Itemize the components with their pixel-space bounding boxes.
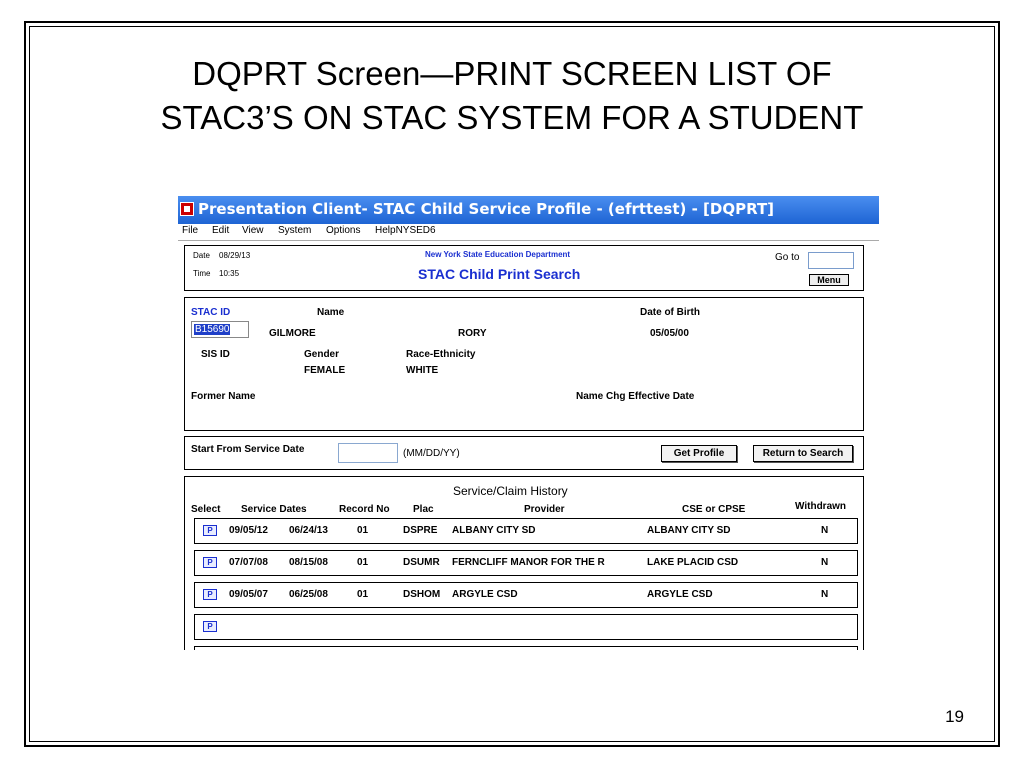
menu-view[interactable]: View <box>242 225 264 236</box>
menu-edit[interactable]: Edit <box>212 225 230 236</box>
start-date-input[interactable] <box>338 443 398 463</box>
slide-title-line-2: STAC3’S ON STAC SYSTEM FOR A STUDENT <box>160 99 864 136</box>
slide-number: 19 <box>945 707 964 726</box>
row-start-date: 09/05/07 <box>229 589 268 600</box>
time-label: Time <box>193 269 211 278</box>
row-cse: LAKE PLACID CSD <box>647 557 739 568</box>
menu-system[interactable]: System <box>278 225 312 236</box>
row-record-no: 01 <box>357 589 369 600</box>
col-record-no: Record No <box>339 504 390 515</box>
slide-title-line-1: DQPRT Screen—PRINT SCREEN LIST OF <box>192 55 832 92</box>
row-provider: ARGYLE CSD <box>452 589 518 600</box>
row-plac: DSUMR <box>403 557 440 568</box>
gender-value: FEMALE <box>304 365 346 376</box>
col-service-dates: Service Dates <box>241 504 307 515</box>
row-provider: ALBANY CITY SD <box>452 525 536 536</box>
menu-help[interactable]: HelpNYSED6 <box>375 225 436 236</box>
history-title: Service/Claim History <box>453 484 568 498</box>
row-record-no: 01 <box>357 525 369 536</box>
menu-options[interactable]: Options <box>326 225 361 236</box>
table-row-empty[interactable] <box>194 614 858 640</box>
stac-id-label: STAC ID <box>191 307 231 318</box>
menu-divider <box>178 240 879 241</box>
time-value: 10:35 <box>219 269 240 278</box>
gender-label: Gender <box>304 349 340 360</box>
dob-value: 05/05/00 <box>650 328 689 339</box>
last-name-value: GILMORE <box>269 328 316 339</box>
table-row[interactable] <box>194 582 858 608</box>
row-end-date: 08/15/08 <box>289 557 328 568</box>
row-provider: FERNCLIFF MANOR FOR THE R <box>452 557 605 568</box>
col-select: Select <box>191 504 221 515</box>
row-withdrawn: N <box>821 525 829 536</box>
menu-file[interactable]: File <box>182 225 199 236</box>
name-chg-date-label: Name Chg Effective Date <box>576 391 695 402</box>
get-profile-button[interactable]: Get Profile <box>661 445 737 462</box>
race-label: Race-Ethnicity <box>406 349 476 360</box>
org-name: New York State Education Department <box>425 250 571 259</box>
row-end-date: 06/24/13 <box>289 525 328 536</box>
student-info-panel <box>184 297 864 431</box>
row-start-date: 07/07/08 <box>229 557 268 568</box>
row-withdrawn: N <box>821 557 829 568</box>
first-name-value: RORY <box>458 328 487 339</box>
name-label: Name <box>317 307 345 318</box>
date-value: 08/29/13 <box>219 251 251 260</box>
goto-label: Go to <box>775 252 800 263</box>
col-withdrawn: Withdrawn <box>795 501 847 512</box>
app-icon[interactable] <box>180 202 194 216</box>
date-label: Date <box>193 251 210 260</box>
screen-title: STAC Child Print Search <box>418 266 581 282</box>
table-row[interactable] <box>194 550 858 576</box>
print-button[interactable]: P <box>203 525 217 536</box>
stac-id-input[interactable] <box>191 321 249 338</box>
row-plac: DSHOM <box>403 589 441 600</box>
former-name-label: Former Name <box>191 391 256 402</box>
row-cse: ARGYLE CSD <box>647 589 713 600</box>
goto-input[interactable] <box>808 252 854 269</box>
table-row-empty[interactable] <box>194 646 858 650</box>
window-titlebar[interactable] <box>178 196 879 224</box>
slide-title <box>40 52 984 140</box>
dob-label: Date of Birth <box>640 307 700 318</box>
print-button[interactable]: P <box>203 589 217 600</box>
row-end-date: 06/25/08 <box>289 589 328 600</box>
race-value: WHITE <box>406 365 439 376</box>
menu-button[interactable]: Menu <box>809 274 849 286</box>
header-panel <box>184 245 864 291</box>
row-start-date: 09/05/12 <box>229 525 268 536</box>
start-date-label: Start From Service Date <box>191 444 305 455</box>
print-button[interactable]: P <box>203 621 217 632</box>
window-title: Presentation Client- STAC Child Service Profile - (efrttest) - [DQPRT] <box>198 200 775 218</box>
row-plac: DSPRE <box>403 525 438 536</box>
return-to-search-button[interactable]: Return to Search <box>753 445 853 462</box>
table-row[interactable] <box>194 518 858 544</box>
col-provider: Provider <box>524 504 565 515</box>
menu-bar <box>178 224 879 240</box>
row-cse: ALBANY CITY SD <box>647 525 731 536</box>
row-withdrawn: N <box>821 589 829 600</box>
app-window <box>178 196 879 650</box>
row-record-no: 01 <box>357 557 369 568</box>
sis-id-label: SIS ID <box>201 349 230 360</box>
print-button[interactable]: P <box>203 557 217 568</box>
date-format-hint: (MM/DD/YY) <box>403 448 460 459</box>
col-plac: Plac <box>413 504 434 515</box>
stac-id-value: B15690 <box>195 324 230 335</box>
col-cse: CSE or CPSE <box>682 504 746 515</box>
